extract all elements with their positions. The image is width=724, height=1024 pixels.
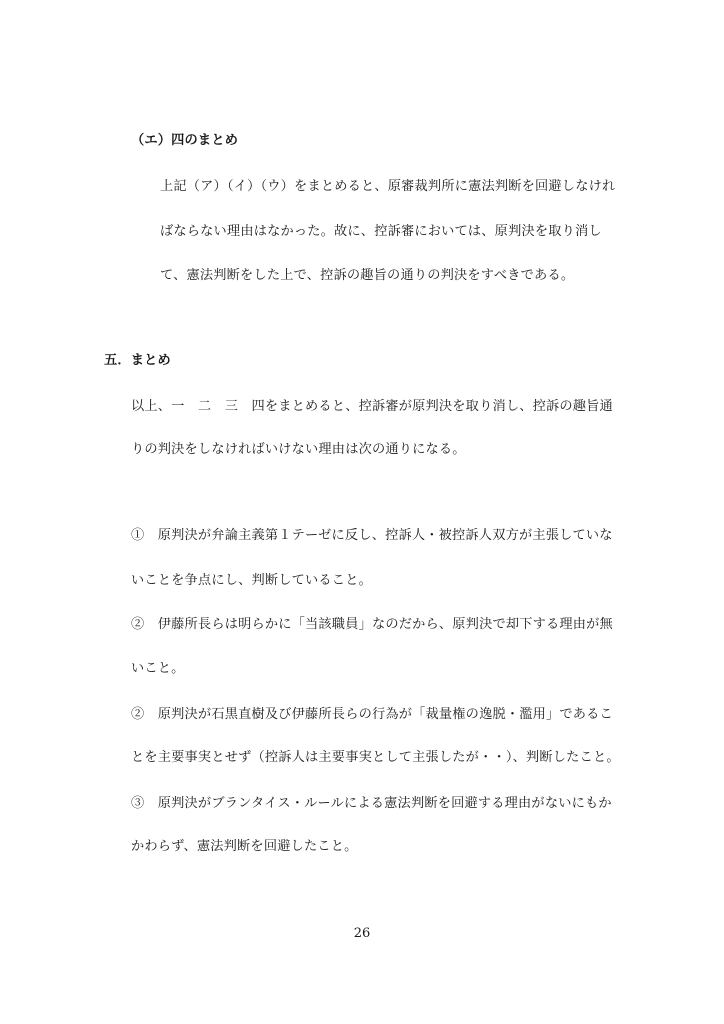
section-5-heading: 五．まとめ [104, 353, 171, 368]
section-e-line-2: ばならない理由はなかった。故に、控訴審においては、原判決を取り消し [160, 224, 602, 239]
item-2-line-2: いこと。 [131, 661, 185, 676]
section-e-line-3: て、憲法判断をした上で、控訴の趣旨の通りの判決をすべきである。 [160, 268, 575, 283]
section-e-line-1: 上記（ア）（イ）（ウ）をまとめると、原審裁判所に憲法判断を回避しなけれ [160, 179, 616, 194]
item-4-line-1: ③ 原判決がブランタイス・ルールによる憲法判断を回避する理由がないにもか [131, 796, 612, 811]
section-e-heading: （エ）四のまとめ [131, 133, 239, 148]
item-4-line-2: かわらず、憲法判断を回避したこと。 [131, 839, 358, 854]
page-number: 26 [353, 926, 371, 941]
item-3-line-2: とを主要事実とせず（控訴人は主要事実として主張したが・・）、判断したこと。 [131, 750, 620, 765]
section-5-line-2: りの判決をしなければいけない理由は次の通りになる。 [131, 442, 466, 457]
item-1-line-2: いことを争点にし、判断していること。 [131, 573, 372, 588]
item-1-line-1: ① 原判決が弁論主義第１テーゼに反し、控訴人・被控訴人双方が主張していな [131, 528, 613, 543]
section-5-line-1: 以上、一 二 三 四をまとめると、控訴審が原判決を取り消し、控訴の趣旨通 [131, 399, 613, 414]
item-3-line-1: ② 原判決が石黒直樹及び伊藤所長らの行為が「裁量権の逸脱・濫用」であるこ [131, 707, 613, 722]
item-2-line-1: ② 伊藤所長らは明らかに「当該職員」なのだから、原判決で却下する理由が無 [131, 617, 613, 632]
